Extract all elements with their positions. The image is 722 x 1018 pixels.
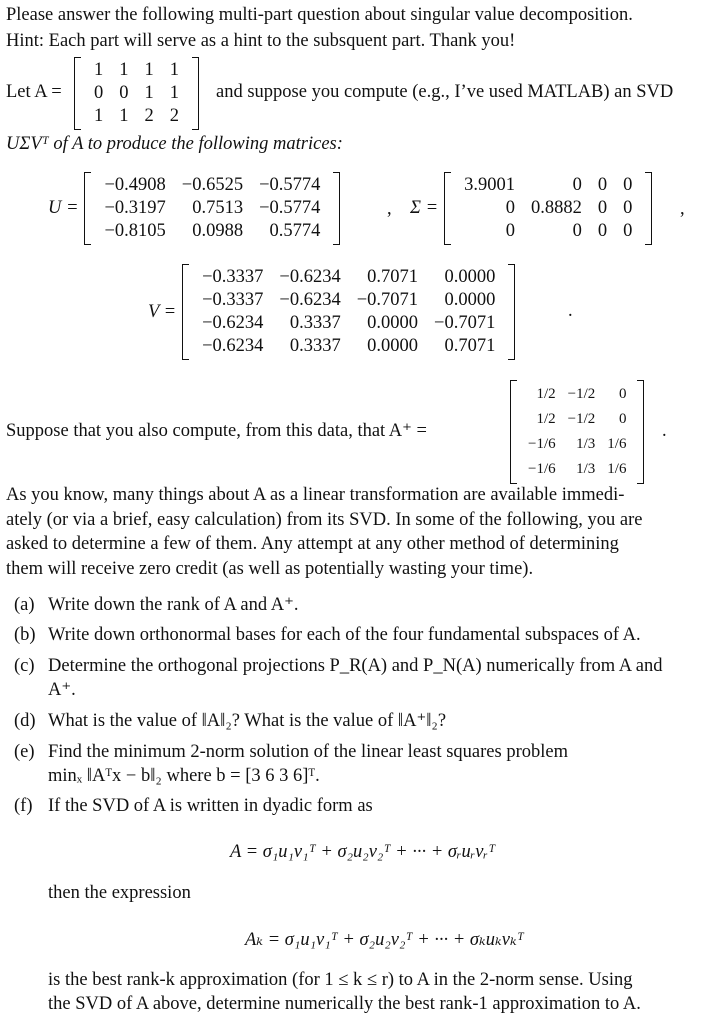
paragraph-line: them will receive zero credit (as well as potentially wasting your time). [6,558,534,579]
left-bracket [74,57,81,130]
matrix-sigma [410,172,652,245]
right-bracket [508,264,515,360]
matrix-cell: 0 [618,386,627,402]
matrix-cell: −1/2 [567,411,596,427]
paragraph-line: As you know, many things about A as a linear transformation are available immedi- [6,485,625,505]
matrix-cell: 0 [597,175,608,195]
matrix-cell: 0 [623,221,633,241]
paragraph-line: asked to determine a few of them. Any attempt at any other method of determining [6,534,619,554]
matrix-cell: 0.7071 [444,336,496,356]
matrix-cell: −0.6234 [279,267,341,287]
matrix-cell: 1/3 [576,461,596,477]
matrix-cell: −0.5774 [259,198,321,218]
part-text: If the SVD of A is written in dyadic form as [48,796,373,816]
left-bracket [182,264,189,360]
matrix-cell: 0.0000 [367,336,419,356]
matrix-cell: 2 [169,106,179,126]
matrix-cell: −0.3197 [104,198,166,218]
matrix-cell: 0.0000 [444,290,496,310]
matrix-cell: −0.7071 [434,313,496,333]
matrix-cell: 0 [94,83,104,103]
matrix-cell: 0.5774 [269,221,321,241]
matrix-cell: −0.4908 [104,175,166,195]
part-label: (b) [14,625,36,645]
matrix-cell: 1/6 [607,461,627,477]
matrix-cell: 0 [623,198,633,218]
matrix-cell: 1/2 [536,411,556,427]
matrix-cell: 0 [597,221,608,241]
matrix-cell: 1/2 [536,386,556,402]
then-text: then the expression [48,883,191,903]
matrix-cell: 0.0000 [444,267,496,287]
matrix-a [74,57,199,130]
intro-line-1: Please answer the following multi-part question about singular value decomposition. [6,5,633,25]
matrix-u [48,172,340,245]
right-bracket [192,57,199,130]
matrix-cell: 1/6 [607,436,627,452]
matrix-cell: 0.3337 [289,336,341,356]
matrix-cell: 0.0000 [367,313,419,333]
part-text: Write down orthonormal bases for each of the four fundamental subspaces of A. [48,625,641,645]
matrix-cell: 3.9001 [464,175,515,195]
comma-1: , [387,199,392,219]
matrix-v [148,264,515,360]
matrix-cell: 1 [169,60,179,80]
matrix-cell: −0.8105 [104,221,166,241]
matrix-cell: 0.7071 [367,267,419,287]
final-line-2: the SVD of A above, determine numerically the best rank-1 approximation to A. [48,994,641,1014]
matrix-cell: 0 [623,175,633,195]
part-label: (d) [14,711,36,731]
part-text: Determine the orthogonal projections P_R(A) and P_N(A) numerically from A and [48,656,663,676]
let-a-label: Let A = [6,82,62,102]
matrix-cell: 0.0988 [192,221,244,241]
matrix-cell: −0.6525 [181,175,244,195]
matrix-cell: 0 [505,198,515,218]
matrix-cell: 0 [597,198,608,218]
part-label: (f) [14,796,33,816]
matrix-cell: 1/3 [576,436,596,452]
matrix-cell: −0.5774 [259,175,321,195]
usv-line: UΣVᵀ of A to produce the following matrices: [6,134,343,154]
part-text: minₓ ‖Aᵀx − b‖₂ where b = [3 6 3 6]ᵀ. [48,766,320,786]
matrix-cell: −0.6234 [202,336,264,356]
matrix-cell: 0 [505,221,515,241]
matrix-cell: 0 [618,411,627,427]
left-bracket [510,380,517,484]
part-text: Write down the rank of A and A⁺. [48,595,299,615]
matrix-cell: 0.3337 [289,313,341,333]
right-bracket [333,172,340,245]
right-bracket [637,380,644,484]
matrix-cell: 0.7513 [192,198,244,218]
rank-k-equation: Aₖ = σ₁u₁v₁ᵀ + σ₂u₂v₂ᵀ + ··· + σₖuₖvₖᵀ [245,930,524,950]
matrix-cell: 1 [94,106,104,126]
period-2: . [662,421,667,441]
matrix-cell: 1 [144,83,154,103]
matrix-cell: 1 [119,60,129,80]
matrix-cell: −0.3337 [202,290,264,310]
dyadic-equation: A = σ₁u₁v₁ᵀ + σ₂u₂v₂ᵀ + ··· + σᵣuᵣvᵣᵀ [230,842,496,862]
final-line-1: is the best rank-k approximation (for 1 ≤ k ≤ r) to A in the 2-norm sense. Using [48,970,633,990]
matrix-cell: −1/6 [528,461,556,477]
intro-hint: Hint: Each part will serve as a hint to the subsquent part. Thank you! [6,31,516,51]
period-1: . [568,301,573,321]
matrix-cell: −0.3337 [202,267,264,287]
part-label: (e) [14,742,35,762]
matrix-label: U = [48,198,79,218]
matrix-cell: 1 [169,83,179,103]
matrix-cell: 0 [572,221,582,241]
matrix-cell: 1 [94,60,104,80]
matrix-cell: −1/6 [528,436,556,452]
part-text: A⁺. [48,680,76,700]
matrix-cell: 2 [144,106,154,126]
matrix-a-plus [510,380,644,484]
matrix-cell: 0 [119,83,129,103]
matrix-cell: 0.8882 [530,198,582,218]
matrix-cell: −1/2 [567,386,596,402]
left-bracket [84,172,91,245]
after-a-text: and suppose you compute (e.g., I’ve used MATLAB) an SVD [216,82,674,102]
matrix-cell: 1 [119,106,129,126]
matrix-cell: 0 [572,175,582,195]
matrix-cell: −0.6234 [279,290,341,310]
matrix-cell: −0.7071 [356,290,419,310]
part-text: Find the minimum 2-norm solution of the linear least squares problem [48,742,568,762]
comma-2: , [680,199,685,219]
matrix-label: V = [148,301,177,322]
aplus-line: Suppose that you also compute, from this data, that A⁺ = [6,421,427,441]
paragraph-line: ately (or via a brief, easy calculation) from its SVD. In some of the following, you are [6,509,643,530]
part-text: What is the value of ‖A‖₂? What is the value of ‖A⁺‖₂? [48,711,447,731]
matrix-cell: −0.6234 [202,313,264,333]
left-bracket [444,172,451,245]
right-bracket [645,172,652,245]
matrix-label: Σ = [410,198,439,218]
part-label: (a) [14,595,35,615]
part-label: (c) [14,656,35,676]
matrix-cell: 1 [144,60,154,80]
